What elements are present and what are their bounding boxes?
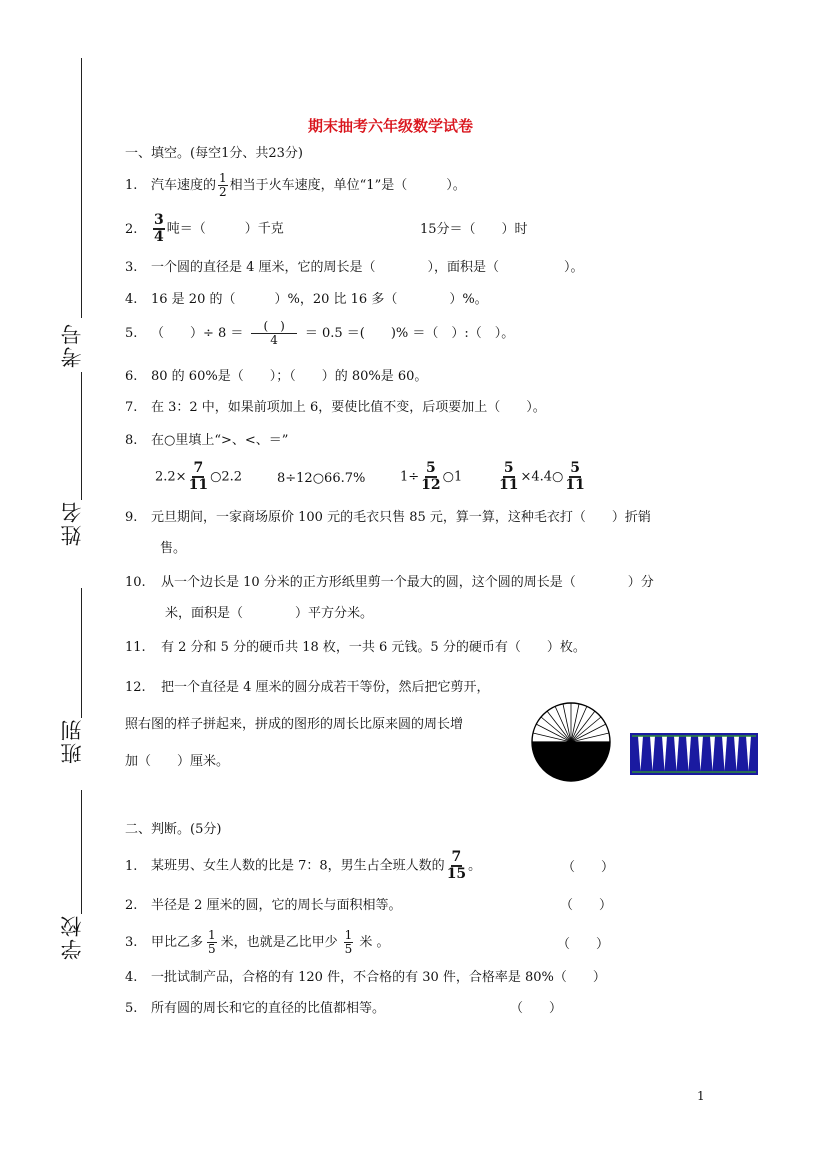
page-title: 期末抽考六年级数学试卷 [308,117,474,135]
question-1-3: 3. 一个圆的直径是 4 厘米，它的周长是（ ），面积是（ ）。 [125,260,584,275]
answer-paren-2-3: （ ） [557,937,610,952]
school-label: 学校 [60,914,84,960]
name-label: 姓名 [60,500,84,546]
question-1-12-cont2: 加（ ）厘米。 [125,754,230,769]
question-1-2: 2. $\frac{3}{4}$ 吨＝（ ）千克 [125,212,284,245]
question-1-12-cont1: 照右图的样子拼起来，拼成的图形的周长比原来圆的周长增 [125,717,464,732]
question-1-8d: $\frac{5}{11}$ ×4.4○ $\frac{5}{11}$ [499,460,585,493]
fraction: $\frac{( )}{4}$ [251,320,296,347]
question-1-12: 12. 把一个直径是 4 厘米的圆分成若干等份，然后把它剪开， [125,680,490,695]
margin-line-3 [81,372,82,500]
fraction: $\frac{1}{2}$ [219,171,227,199]
answer-paren-2-2: （ ） [560,898,613,913]
question-2-4: 4. 一批试制产品，合格的有 120 件，不合格的有 30 件，合格率是 80%（ ） [125,970,606,985]
question-2-1: 1. 某班男、女生人数的比是 7：8，男生占全班人数的 $\frac{7}{15}$ 。 [125,849,482,882]
fraction: $\frac{1}{5}$ [208,928,216,956]
question-1-8a: 2.2× $\frac{7}{11}$ ○2.2 [155,460,243,493]
class-label: 班别 [60,718,84,764]
fraction: $\frac{5}{11}$ [499,460,519,493]
fraction: $\frac{7}{11}$ [188,460,209,493]
fraction: $\frac{7}{15}$ [446,849,467,882]
question-1-2b: 15分＝（ ）时 [420,222,528,237]
circle-sectors-figure [529,702,613,782]
question-1-5: 5. （ ）÷ 8 ＝ $\frac{( )}{4}$ ＝ 0.5 ＝( )% ＝（ ）:（ ）。 [125,319,515,347]
question-1-8c: 1÷ $\frac{5}{12}$ ○1 [400,460,463,493]
question-1-6: 6. 80 的 60%是（ ）；（ ）的 80%是 60。 [125,369,428,384]
rearranged-rectangle-figure [630,733,758,775]
question-1-9: 9. 元旦期间，一家商场原价 100 元的毛衣只售 85 元，算一算，这种毛衣打（ ）折销 [125,510,651,525]
question-1-1: 1. 汽车速度的 $\frac{1}{2}$ 相当于火车速度，单位“1”是（ ）。 [125,171,466,199]
margin-line-4 [81,588,82,718]
question-2-5: 5. 所有圆的周长和它的直径的比值都相等。 [125,1001,386,1016]
answer-paren-2-5: （ ） [510,1001,563,1016]
question-1-4: 4. 16 是 20 的（ ）%，20 比 16 多（ ）%。 [125,292,488,307]
section1-heading: 一、填空。(每空1分、共23分) [125,146,303,161]
answer-paren-2-1: （ ） [562,860,615,875]
question-1-9-cont: 售。 [160,541,187,556]
question-1-7: 7. 在 3：2 中，如果前项加上 6，要使比值不变，后项要加上（ ）。 [125,400,546,415]
margin-line-1 [81,58,82,172]
page-number: 1 [697,1089,705,1103]
margin-line-2 [81,172,82,318]
question-1-10-cont: 米，面积是（ ）平方分米。 [165,606,374,621]
fraction: $\frac{3}{4}$ [154,212,164,245]
question-1-8: 8. 在○里填上“>、<、＝” [125,433,289,448]
fraction: $\frac{1}{5}$ [344,928,353,956]
exam-number-label: 考号 [60,322,84,368]
question-1-11: 11. 有 2 分和 5 分的硬币共 18 枚，一共 6 元钱。5 分的硬币有（ ）枚。 [125,640,586,655]
question-2-2: 2. 半径是 2 厘米的圆，它的周长与面积相等。 [125,898,402,913]
question-1-10: 10. 从一个边长是 10 分米的正方形纸里剪一个最大的圆，这个圆的周长是（ ）分 [125,575,654,590]
section2-heading: 二、判断。(5分) [125,822,222,837]
fraction: $\frac{5}{11}$ [565,460,585,493]
question-2-3: 3. 甲比乙多 $\frac{1}{5}$ 米，也就是乙比甲少 $\frac{1}{5}$ 米 。 [125,928,390,956]
q-num: 1. [125,178,138,193]
question-1-8b: 8÷12○66.7% [277,471,366,486]
margin-line-5 [81,790,82,914]
fraction: $\frac{5}{12}$ [421,460,441,493]
